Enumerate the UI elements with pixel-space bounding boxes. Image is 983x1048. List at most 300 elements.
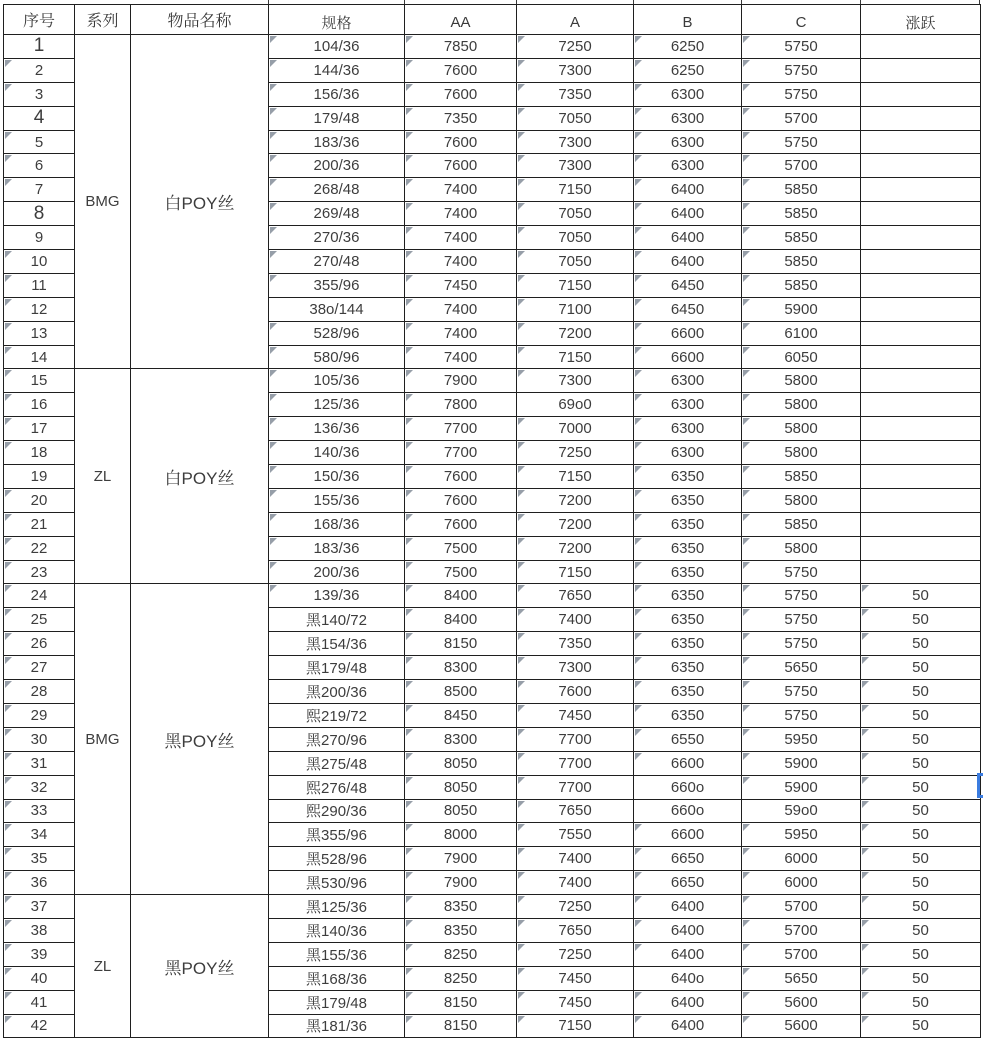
change-cell[interactable]	[861, 656, 981, 680]
spec-cell[interactable]	[269, 727, 405, 751]
spec-cell[interactable]	[269, 536, 405, 560]
column-header-change[interactable]	[861, 5, 981, 35]
row-number-cell[interactable]	[4, 990, 75, 1014]
price-b-cell[interactable]	[634, 847, 742, 871]
price-a-cell[interactable]	[517, 465, 634, 489]
change-cell[interactable]	[861, 345, 981, 369]
row-number-cell[interactable]	[4, 465, 75, 489]
price-a-cell[interactable]	[517, 703, 634, 727]
change-cell[interactable]	[861, 393, 981, 417]
price-b-cell[interactable]	[634, 226, 742, 250]
price-aa-cell[interactable]	[405, 297, 517, 321]
change-cell[interactable]	[861, 202, 981, 226]
price-c-cell[interactable]	[742, 345, 861, 369]
change-cell[interactable]	[861, 823, 981, 847]
price-a-cell[interactable]	[517, 488, 634, 512]
row-number-cell[interactable]	[4, 226, 75, 250]
price-a-cell[interactable]	[517, 942, 634, 966]
price-aa-cell[interactable]	[405, 536, 517, 560]
change-cell[interactable]	[861, 297, 981, 321]
price-c-cell[interactable]	[742, 35, 861, 59]
price-a-cell[interactable]	[517, 680, 634, 704]
price-c-cell[interactable]	[742, 202, 861, 226]
row-number-cell[interactable]	[4, 82, 75, 106]
row-number-cell[interactable]	[4, 895, 75, 919]
price-aa-cell[interactable]	[405, 321, 517, 345]
price-aa-cell[interactable]	[405, 775, 517, 799]
price-a-cell[interactable]	[517, 751, 634, 775]
column-header-item-name[interactable]	[131, 5, 269, 35]
change-cell[interactable]	[861, 369, 981, 393]
price-c-cell[interactable]	[742, 536, 861, 560]
price-c-cell[interactable]	[742, 823, 861, 847]
column-header-c[interactable]	[742, 5, 861, 35]
price-a-cell[interactable]	[517, 369, 634, 393]
price-a-cell[interactable]	[517, 823, 634, 847]
price-c-cell[interactable]	[742, 966, 861, 990]
change-cell[interactable]	[861, 727, 981, 751]
price-aa-cell[interactable]	[405, 632, 517, 656]
price-a-cell[interactable]	[517, 82, 634, 106]
change-cell[interactable]	[861, 130, 981, 154]
price-b-cell[interactable]	[634, 58, 742, 82]
price-aa-cell[interactable]	[405, 799, 517, 823]
price-c-cell[interactable]	[742, 656, 861, 680]
price-a-cell[interactable]	[517, 417, 634, 441]
price-aa-cell[interactable]	[405, 345, 517, 369]
spec-cell[interactable]	[269, 178, 405, 202]
price-aa-cell[interactable]	[405, 966, 517, 990]
change-cell[interactable]	[861, 584, 981, 608]
price-a-cell[interactable]	[517, 608, 634, 632]
price-a-cell[interactable]	[517, 178, 634, 202]
price-c-cell[interactable]	[742, 393, 861, 417]
change-cell[interactable]	[861, 321, 981, 345]
change-cell[interactable]	[861, 990, 981, 1014]
change-cell[interactable]	[861, 465, 981, 489]
price-b-cell[interactable]	[634, 417, 742, 441]
row-number-cell[interactable]	[4, 297, 75, 321]
price-c-cell[interactable]	[742, 417, 861, 441]
price-c-cell[interactable]	[742, 680, 861, 704]
row-number-cell[interactable]	[4, 775, 75, 799]
series-cell[interactable]	[75, 895, 131, 1038]
change-cell[interactable]	[861, 775, 981, 799]
price-a-cell[interactable]	[517, 918, 634, 942]
row-number-cell[interactable]	[4, 250, 75, 274]
price-c-cell[interactable]	[742, 608, 861, 632]
change-cell[interactable]	[861, 632, 981, 656]
price-b-cell[interactable]	[634, 250, 742, 274]
price-aa-cell[interactable]	[405, 488, 517, 512]
change-cell[interactable]	[861, 847, 981, 871]
spec-cell[interactable]	[269, 321, 405, 345]
spec-cell[interactable]	[269, 560, 405, 584]
change-cell[interactable]	[861, 871, 981, 895]
price-aa-cell[interactable]	[405, 703, 517, 727]
price-aa-cell[interactable]	[405, 1014, 517, 1038]
spec-cell[interactable]	[269, 82, 405, 106]
spec-cell[interactable]	[269, 656, 405, 680]
price-c-cell[interactable]	[742, 465, 861, 489]
price-aa-cell[interactable]	[405, 871, 517, 895]
spec-cell[interactable]	[269, 584, 405, 608]
row-number-cell[interactable]	[4, 608, 75, 632]
price-b-cell[interactable]	[634, 536, 742, 560]
row-number-cell[interactable]	[4, 106, 75, 130]
row-number-cell[interactable]	[4, 632, 75, 656]
change-cell[interactable]	[861, 441, 981, 465]
row-number-cell[interactable]	[4, 584, 75, 608]
price-aa-cell[interactable]	[405, 918, 517, 942]
price-b-cell[interactable]	[634, 584, 742, 608]
price-b-cell[interactable]	[634, 154, 742, 178]
price-a-cell[interactable]	[517, 560, 634, 584]
row-number-cell[interactable]	[4, 918, 75, 942]
price-c-cell[interactable]	[742, 58, 861, 82]
price-a-cell[interactable]	[517, 895, 634, 919]
price-b-cell[interactable]	[634, 608, 742, 632]
series-cell[interactable]	[75, 35, 131, 369]
change-cell[interactable]	[861, 966, 981, 990]
spec-cell[interactable]	[269, 488, 405, 512]
price-a-cell[interactable]	[517, 1014, 634, 1038]
price-b-cell[interactable]	[634, 321, 742, 345]
change-cell[interactable]	[861, 942, 981, 966]
price-a-cell[interactable]	[517, 847, 634, 871]
price-a-cell[interactable]	[517, 321, 634, 345]
spec-cell[interactable]	[269, 895, 405, 919]
price-a-cell[interactable]	[517, 871, 634, 895]
column-header-series[interactable]	[75, 5, 131, 35]
row-number-cell[interactable]	[4, 273, 75, 297]
price-aa-cell[interactable]	[405, 58, 517, 82]
price-b-cell[interactable]	[634, 441, 742, 465]
price-b-cell[interactable]	[634, 751, 742, 775]
change-cell[interactable]	[861, 35, 981, 59]
spec-cell[interactable]	[269, 703, 405, 727]
price-b-cell[interactable]	[634, 799, 742, 823]
change-cell[interactable]	[861, 799, 981, 823]
price-aa-cell[interactable]	[405, 942, 517, 966]
row-number-cell[interactable]	[4, 751, 75, 775]
price-c-cell[interactable]	[742, 321, 861, 345]
price-c-cell[interactable]	[742, 918, 861, 942]
price-aa-cell[interactable]	[405, 608, 517, 632]
spec-cell[interactable]	[269, 417, 405, 441]
row-number-cell[interactable]	[4, 560, 75, 584]
price-c-cell[interactable]	[742, 727, 861, 751]
price-a-cell[interactable]	[517, 775, 634, 799]
price-aa-cell[interactable]	[405, 35, 517, 59]
spec-cell[interactable]	[269, 58, 405, 82]
price-b-cell[interactable]	[634, 178, 742, 202]
spec-cell[interactable]	[269, 130, 405, 154]
column-header-seq[interactable]	[4, 5, 75, 35]
row-number-cell[interactable]	[4, 727, 75, 751]
price-a-cell[interactable]	[517, 584, 634, 608]
price-a-cell[interactable]	[517, 345, 634, 369]
price-aa-cell[interactable]	[405, 680, 517, 704]
column-header-a[interactable]	[517, 5, 634, 35]
change-cell[interactable]	[861, 154, 981, 178]
row-number-cell[interactable]	[4, 823, 75, 847]
row-number-cell[interactable]	[4, 58, 75, 82]
spec-cell[interactable]	[269, 942, 405, 966]
price-b-cell[interactable]	[634, 680, 742, 704]
spec-cell[interactable]	[269, 966, 405, 990]
row-number-cell[interactable]	[4, 1014, 75, 1038]
item-name-cell[interactable]	[131, 35, 269, 369]
change-cell[interactable]	[861, 703, 981, 727]
price-aa-cell[interactable]	[405, 393, 517, 417]
price-b-cell[interactable]	[634, 871, 742, 895]
price-aa-cell[interactable]	[405, 656, 517, 680]
price-a-cell[interactable]	[517, 106, 634, 130]
price-aa-cell[interactable]	[405, 823, 517, 847]
column-header-aa[interactable]	[405, 5, 517, 35]
spec-cell[interactable]	[269, 847, 405, 871]
row-number-cell[interactable]	[4, 130, 75, 154]
price-a-cell[interactable]	[517, 35, 634, 59]
row-number-cell[interactable]	[4, 154, 75, 178]
price-aa-cell[interactable]	[405, 273, 517, 297]
row-number-cell[interactable]	[4, 345, 75, 369]
change-cell[interactable]	[861, 918, 981, 942]
price-b-cell[interactable]	[634, 488, 742, 512]
change-cell[interactable]	[861, 226, 981, 250]
price-a-cell[interactable]	[517, 130, 634, 154]
price-b-cell[interactable]	[634, 823, 742, 847]
change-cell[interactable]	[861, 178, 981, 202]
price-b-cell[interactable]	[634, 895, 742, 919]
price-b-cell[interactable]	[634, 273, 742, 297]
price-c-cell[interactable]	[742, 990, 861, 1014]
spec-cell[interactable]	[269, 465, 405, 489]
spec-cell[interactable]	[269, 441, 405, 465]
change-cell[interactable]	[861, 751, 981, 775]
spec-cell[interactable]	[269, 871, 405, 895]
change-cell[interactable]	[861, 488, 981, 512]
change-cell[interactable]	[861, 58, 981, 82]
spec-cell[interactable]	[269, 632, 405, 656]
price-a-cell[interactable]	[517, 297, 634, 321]
price-c-cell[interactable]	[742, 297, 861, 321]
item-name-cell[interactable]	[131, 584, 269, 895]
price-b-cell[interactable]	[634, 942, 742, 966]
price-c-cell[interactable]	[742, 871, 861, 895]
price-c-cell[interactable]	[742, 942, 861, 966]
spec-cell[interactable]	[269, 226, 405, 250]
price-a-cell[interactable]	[517, 202, 634, 226]
price-b-cell[interactable]	[634, 966, 742, 990]
row-number-cell[interactable]	[4, 966, 75, 990]
price-c-cell[interactable]	[742, 273, 861, 297]
price-aa-cell[interactable]	[405, 847, 517, 871]
row-number-cell[interactable]	[4, 703, 75, 727]
spec-cell[interactable]	[269, 512, 405, 536]
price-c-cell[interactable]	[742, 775, 861, 799]
row-number-cell[interactable]	[4, 536, 75, 560]
row-number-cell[interactable]	[4, 871, 75, 895]
price-aa-cell[interactable]	[405, 178, 517, 202]
change-cell[interactable]	[861, 895, 981, 919]
price-aa-cell[interactable]	[405, 751, 517, 775]
spec-cell[interactable]	[269, 106, 405, 130]
row-number-cell[interactable]	[4, 369, 75, 393]
row-number-cell[interactable]	[4, 680, 75, 704]
price-aa-cell[interactable]	[405, 154, 517, 178]
spec-cell[interactable]	[269, 202, 405, 226]
price-b-cell[interactable]	[634, 297, 742, 321]
price-c-cell[interactable]	[742, 751, 861, 775]
row-number-cell[interactable]	[4, 488, 75, 512]
row-number-cell[interactable]	[4, 441, 75, 465]
row-number-cell[interactable]	[4, 35, 75, 59]
row-number-cell[interactable]	[4, 847, 75, 871]
price-aa-cell[interactable]	[405, 106, 517, 130]
price-c-cell[interactable]	[742, 441, 861, 465]
price-b-cell[interactable]	[634, 202, 742, 226]
price-a-cell[interactable]	[517, 441, 634, 465]
price-b-cell[interactable]	[634, 35, 742, 59]
price-a-cell[interactable]	[517, 536, 634, 560]
row-number-cell[interactable]	[4, 321, 75, 345]
price-b-cell[interactable]	[634, 106, 742, 130]
change-cell[interactable]	[861, 680, 981, 704]
price-aa-cell[interactable]	[405, 130, 517, 154]
price-aa-cell[interactable]	[405, 441, 517, 465]
price-a-cell[interactable]	[517, 799, 634, 823]
price-aa-cell[interactable]	[405, 560, 517, 584]
series-cell[interactable]	[75, 584, 131, 895]
price-a-cell[interactable]	[517, 273, 634, 297]
item-name-cell[interactable]	[131, 369, 269, 584]
price-aa-cell[interactable]	[405, 727, 517, 751]
price-aa-cell[interactable]	[405, 82, 517, 106]
price-c-cell[interactable]	[742, 847, 861, 871]
price-b-cell[interactable]	[634, 632, 742, 656]
spec-cell[interactable]	[269, 35, 405, 59]
price-aa-cell[interactable]	[405, 226, 517, 250]
price-aa-cell[interactable]	[405, 895, 517, 919]
spec-cell[interactable]	[269, 1014, 405, 1038]
price-a-cell[interactable]	[517, 154, 634, 178]
price-b-cell[interactable]	[634, 130, 742, 154]
price-c-cell[interactable]	[742, 584, 861, 608]
price-a-cell[interactable]	[517, 632, 634, 656]
price-b-cell[interactable]	[634, 393, 742, 417]
change-cell[interactable]	[861, 273, 981, 297]
price-c-cell[interactable]	[742, 512, 861, 536]
price-a-cell[interactable]	[517, 727, 634, 751]
price-aa-cell[interactable]	[405, 512, 517, 536]
spec-cell[interactable]	[269, 273, 405, 297]
price-b-cell[interactable]	[634, 465, 742, 489]
price-c-cell[interactable]	[742, 560, 861, 584]
change-cell[interactable]	[861, 1014, 981, 1038]
spec-cell[interactable]	[269, 680, 405, 704]
price-c-cell[interactable]	[742, 1014, 861, 1038]
item-name-cell[interactable]	[131, 895, 269, 1038]
change-cell[interactable]	[861, 250, 981, 274]
price-a-cell[interactable]	[517, 512, 634, 536]
price-a-cell[interactable]	[517, 990, 634, 1014]
spec-cell[interactable]	[269, 990, 405, 1014]
price-a-cell[interactable]	[517, 58, 634, 82]
price-c-cell[interactable]	[742, 799, 861, 823]
row-number-cell[interactable]	[4, 393, 75, 417]
price-aa-cell[interactable]	[405, 465, 517, 489]
price-c-cell[interactable]	[742, 130, 861, 154]
series-cell[interactable]	[75, 369, 131, 584]
change-cell[interactable]	[861, 417, 981, 441]
price-aa-cell[interactable]	[405, 584, 517, 608]
price-aa-cell[interactable]	[405, 417, 517, 441]
spec-cell[interactable]	[269, 393, 405, 417]
spec-cell[interactable]	[269, 345, 405, 369]
spec-cell[interactable]	[269, 823, 405, 847]
spec-cell[interactable]	[269, 250, 405, 274]
column-header-b[interactable]	[634, 5, 742, 35]
price-a-cell[interactable]	[517, 226, 634, 250]
change-cell[interactable]	[861, 82, 981, 106]
price-c-cell[interactable]	[742, 82, 861, 106]
row-number-cell[interactable]	[4, 799, 75, 823]
change-cell[interactable]	[861, 106, 981, 130]
spec-cell[interactable]	[269, 751, 405, 775]
price-c-cell[interactable]	[742, 895, 861, 919]
price-c-cell[interactable]	[742, 369, 861, 393]
price-aa-cell[interactable]	[405, 990, 517, 1014]
price-c-cell[interactable]	[742, 154, 861, 178]
price-b-cell[interactable]	[634, 990, 742, 1014]
price-a-cell[interactable]	[517, 966, 634, 990]
price-a-cell[interactable]	[517, 250, 634, 274]
row-number-cell[interactable]	[4, 202, 75, 226]
price-b-cell[interactable]	[634, 560, 742, 584]
price-b-cell[interactable]	[634, 775, 742, 799]
price-b-cell[interactable]	[634, 345, 742, 369]
price-b-cell[interactable]	[634, 656, 742, 680]
price-aa-cell[interactable]	[405, 369, 517, 393]
price-c-cell[interactable]	[742, 703, 861, 727]
column-header-spec[interactable]	[269, 5, 405, 35]
row-number-cell[interactable]	[4, 656, 75, 680]
spec-cell[interactable]	[269, 297, 405, 321]
price-c-cell[interactable]	[742, 178, 861, 202]
change-cell[interactable]	[861, 536, 981, 560]
price-c-cell[interactable]	[742, 632, 861, 656]
price-b-cell[interactable]	[634, 727, 742, 751]
price-b-cell[interactable]	[634, 1014, 742, 1038]
spec-cell[interactable]	[269, 775, 405, 799]
spec-cell[interactable]	[269, 799, 405, 823]
price-a-cell[interactable]	[517, 656, 634, 680]
price-b-cell[interactable]	[634, 369, 742, 393]
price-b-cell[interactable]	[634, 82, 742, 106]
row-number-cell[interactable]	[4, 512, 75, 536]
price-c-cell[interactable]	[742, 250, 861, 274]
price-b-cell[interactable]	[634, 918, 742, 942]
change-cell[interactable]	[861, 608, 981, 632]
price-c-cell[interactable]	[742, 488, 861, 512]
price-a-cell[interactable]	[517, 393, 634, 417]
row-number-cell[interactable]	[4, 178, 75, 202]
change-cell[interactable]	[861, 512, 981, 536]
change-cell[interactable]	[861, 560, 981, 584]
spec-cell[interactable]	[269, 918, 405, 942]
